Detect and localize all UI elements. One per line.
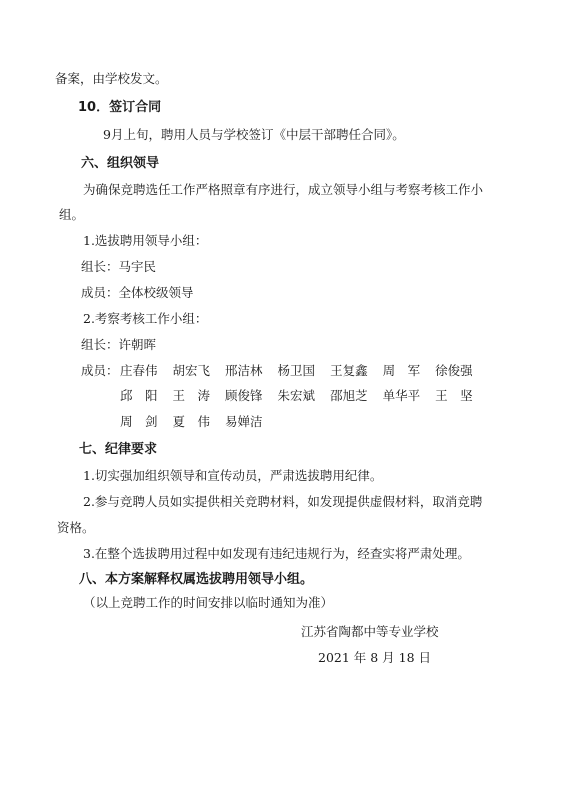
member-name: 单华平 bbox=[382, 388, 421, 403]
member-name: 朱宏斌 bbox=[277, 388, 316, 403]
note: （以上竞聘工作的时间安排以临时通知为准） bbox=[83, 595, 334, 610]
members-row bbox=[120, 388, 488, 404]
member-name: 夏 伟 bbox=[172, 414, 211, 429]
section-heading-8: 八、本方案解释权属选拔聘用领导小组。 bbox=[79, 572, 314, 587]
group-leader: 组长：马宇民 bbox=[81, 259, 157, 274]
group-title: 2.考察考核工作小组： bbox=[83, 311, 208, 326]
group-members: 成员：全体校级领导 bbox=[81, 285, 194, 300]
member-name: 易婵洁 bbox=[225, 414, 263, 429]
group-title: 1.选拔聘用领导小组： bbox=[83, 233, 208, 248]
member-name: 邵旭芝 bbox=[330, 388, 368, 403]
group-leader: 组长：许朝晖 bbox=[81, 337, 157, 352]
member-name: 周 军 bbox=[382, 363, 421, 378]
member-name: 邱 阳 bbox=[120, 388, 158, 403]
paragraph: 2.参与竞聘人员如实提供相关竞聘材料，如发现提供虚假材料，取消竞聘 bbox=[83, 494, 483, 509]
member-name: 王 坚 bbox=[435, 388, 473, 403]
members-row bbox=[120, 414, 278, 430]
member-name: 庄春伟 bbox=[120, 363, 158, 378]
paragraph: 9月上旬，聘用人员与学校签订《中层干部聘任合同》。 bbox=[103, 127, 405, 142]
issue-date: 2021 年 8 月 18 日 bbox=[318, 650, 432, 665]
members-row bbox=[120, 363, 488, 379]
member-name: 王 涛 bbox=[172, 388, 211, 403]
paragraph: 组。 bbox=[59, 207, 85, 222]
paragraph: 1.切实强加组织领导和宣传动员，严肃选拔聘用纪律。 bbox=[83, 468, 383, 483]
issuing-organization: 江苏省陶都中等专业学校 bbox=[301, 624, 439, 639]
paragraph: 资格。 bbox=[57, 520, 95, 535]
member-name: 邢洁林 bbox=[225, 363, 263, 378]
member-name: 顾俊锋 bbox=[225, 388, 263, 403]
section-heading-7: 七、纪律要求 bbox=[79, 442, 158, 457]
members-label: 成员： bbox=[81, 363, 119, 378]
member-name: 周 剑 bbox=[120, 414, 158, 429]
paragraph: 为确保竞聘选任工作严格照章有序进行，成立领导小组与考察考核工作小 bbox=[83, 182, 484, 197]
text-line: 备案，由学校发文。 bbox=[55, 71, 168, 86]
member-name: 王复鑫 bbox=[330, 363, 368, 378]
section-heading-6: 六、组织领导 bbox=[81, 156, 160, 171]
section-heading-10: 10．签订合同 bbox=[78, 100, 162, 115]
member-name: 徐俊强 bbox=[435, 363, 473, 378]
member-name: 胡宏飞 bbox=[172, 363, 211, 378]
paragraph: 3.在整个选拔聘用过程中如发现有违纪违规行为，经查实将严肃处理。 bbox=[83, 546, 470, 561]
member-name: 杨卫国 bbox=[277, 363, 316, 378]
